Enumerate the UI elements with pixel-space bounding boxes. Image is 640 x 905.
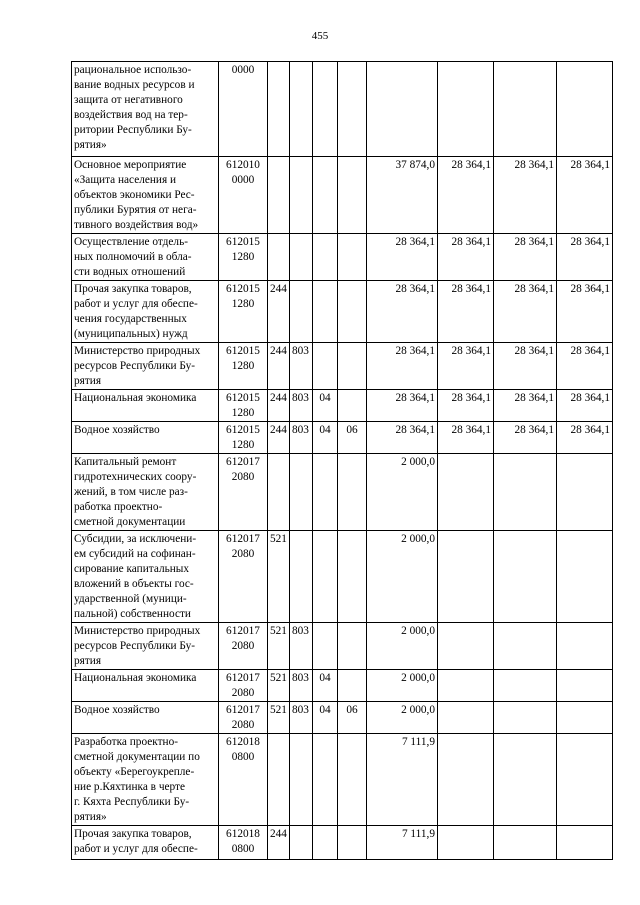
cell-expense-type: 244 — [268, 343, 290, 390]
cell-amount-1: 28 364,1 — [367, 281, 438, 343]
cell-amount-2: 28 364,1 — [438, 343, 494, 390]
cell-text-line: 2080 — [231, 640, 255, 652]
cell-text-line: Разработка проектно- — [74, 736, 178, 748]
cell-amount-2: 28 364,1 — [438, 234, 494, 281]
cell-text-line: Министерство природных — [74, 345, 201, 357]
cell-administrator: 803 — [290, 623, 313, 670]
cell-target-article — [219, 62, 268, 157]
cell-amount-2: 28 364,1 — [438, 281, 494, 343]
cell-administrator: 803 — [290, 670, 313, 702]
cell-amount-3: 28 364,1 — [494, 343, 557, 390]
cell-amount-2: 28 364,1 — [438, 422, 494, 454]
cell-text-line: 612015 — [226, 392, 260, 404]
cell-amount-3 — [494, 734, 557, 826]
cell-amount-3: 28 364,1 — [494, 281, 557, 343]
cell-name — [72, 234, 219, 281]
cell-expense-type: 521 — [268, 531, 290, 623]
cell-amount-1: 2 000,0 — [367, 670, 438, 702]
cell-text-line: 612015 — [226, 345, 260, 357]
cell-text-line: 1280 — [231, 298, 255, 310]
cell-text-line: сирование капитальных — [74, 563, 190, 575]
cell-name — [72, 62, 219, 157]
cell-amount-4 — [557, 454, 613, 531]
cell-subsection — [338, 734, 367, 826]
cell-expense-type: 244 — [268, 422, 290, 454]
cell-name — [72, 531, 219, 623]
cell-subsection: 06 — [338, 422, 367, 454]
cell-expense-type: 244 — [268, 281, 290, 343]
cell-text-line: вложений в объекты гос- — [74, 578, 194, 590]
cell-text-line: Прочая закупка товаров, — [74, 283, 192, 295]
cell-administrator: 803 — [290, 702, 313, 734]
cell-text-line: ных полномочий в обла- — [74, 251, 192, 263]
cell-text-line: сметной документации по — [74, 751, 200, 763]
cell-amount-4 — [557, 702, 613, 734]
cell-target-article — [219, 390, 268, 422]
cell-section — [313, 623, 338, 670]
cell-section: 04 — [313, 390, 338, 422]
cell-administrator — [290, 157, 313, 234]
cell-text-line: 612017 — [226, 533, 260, 545]
cell-target-article — [219, 670, 268, 702]
table-row — [72, 826, 613, 860]
cell-amount-2 — [438, 702, 494, 734]
cell-expense-type: 521 — [268, 702, 290, 734]
cell-text-line: 2080 — [231, 687, 255, 699]
cell-text-line: сти водных отношений — [74, 266, 186, 278]
cell-name — [72, 702, 219, 734]
cell-amount-4 — [557, 623, 613, 670]
cell-amount-2 — [438, 531, 494, 623]
cell-text-line: рятия» — [74, 139, 107, 151]
cell-text-line: 1280 — [231, 251, 255, 263]
cell-amount-4 — [557, 62, 613, 157]
cell-amount-3 — [494, 826, 557, 860]
cell-text-line: воздействия вод на тер- — [74, 109, 188, 121]
cell-section — [313, 343, 338, 390]
cell-subsection — [338, 670, 367, 702]
cell-text-line: публики Бурятия от нега- — [74, 204, 197, 216]
cell-amount-4: 28 364,1 — [557, 234, 613, 281]
cell-subsection — [338, 454, 367, 531]
cell-name — [72, 422, 219, 454]
cell-subsection — [338, 281, 367, 343]
cell-expense-type — [268, 454, 290, 531]
cell-text-line: Прочая закупка товаров, — [74, 828, 192, 840]
cell-amount-3 — [494, 454, 557, 531]
cell-subsection — [338, 234, 367, 281]
cell-text-line: Национальная экономика — [74, 392, 197, 404]
cell-section — [313, 531, 338, 623]
cell-text-line: защита от негативного — [74, 94, 183, 106]
cell-text-line: пальной) собственности — [74, 608, 191, 620]
cell-subsection — [338, 343, 367, 390]
cell-text-line: Субсидии, за исключени- — [74, 533, 197, 545]
cell-text-line: 612015 — [226, 424, 260, 436]
table-body — [72, 62, 613, 860]
cell-amount-3 — [494, 531, 557, 623]
cell-section — [313, 62, 338, 157]
cell-text-line: 2080 — [231, 548, 255, 560]
cell-expense-type — [268, 734, 290, 826]
cell-target-article — [219, 234, 268, 281]
cell-target-article — [219, 826, 268, 860]
cell-name — [72, 281, 219, 343]
table-row — [72, 702, 613, 734]
cell-text-line: Министерство природных — [74, 625, 201, 637]
cell-section — [313, 734, 338, 826]
cell-text-line: 612015 — [226, 283, 260, 295]
cell-text-line: ритории Республики Бу- — [74, 124, 192, 136]
table-row — [72, 734, 613, 826]
cell-text-line: 1280 — [231, 439, 255, 451]
cell-text-line: рациональное использо- — [74, 64, 192, 76]
table-row — [72, 670, 613, 702]
page-number: 455 — [311, 30, 329, 42]
cell-amount-2 — [438, 734, 494, 826]
cell-amount-2 — [438, 826, 494, 860]
cell-amount-2 — [438, 454, 494, 531]
cell-target-article — [219, 531, 268, 623]
cell-amount-4: 28 364,1 — [557, 157, 613, 234]
cell-text-line: Водное хозяйство — [74, 424, 160, 436]
cell-amount-3: 28 364,1 — [494, 234, 557, 281]
cell-name — [72, 826, 219, 860]
cell-text-line: 612018 — [226, 736, 260, 748]
cell-amount-1: 37 874,0 — [367, 157, 438, 234]
cell-text-line: 0800 — [231, 843, 255, 855]
cell-amount-4: 28 364,1 — [557, 281, 613, 343]
cell-expense-type — [268, 234, 290, 281]
cell-section — [313, 281, 338, 343]
cell-target-article — [219, 734, 268, 826]
cell-text-line: 612018 — [226, 828, 260, 840]
cell-amount-1: 7 111,9 — [367, 826, 438, 860]
table-row — [72, 390, 613, 422]
cell-text-line: объектов экономики Рес- — [74, 189, 195, 201]
cell-section — [313, 454, 338, 531]
cell-amount-4: 28 364,1 — [557, 422, 613, 454]
cell-administrator: 803 — [290, 390, 313, 422]
cell-administrator — [290, 734, 313, 826]
cell-name — [72, 157, 219, 234]
cell-text-line: рятия — [74, 375, 102, 387]
cell-subsection — [338, 157, 367, 234]
cell-text-line: 612017 — [226, 704, 260, 716]
cell-text-line: ние р.Кяхтинка в черте — [74, 781, 185, 793]
cell-text-line: сметной документации — [74, 516, 186, 528]
cell-target-article — [219, 281, 268, 343]
cell-text-line: 0800 — [231, 751, 255, 763]
cell-subsection — [338, 623, 367, 670]
cell-section: 04 — [313, 422, 338, 454]
cell-text-line: 612017 — [226, 672, 260, 684]
cell-amount-3: 28 364,1 — [494, 390, 557, 422]
cell-amount-4 — [557, 670, 613, 702]
cell-text-line: работка проектно- — [74, 501, 163, 513]
table-row — [72, 281, 613, 343]
cell-target-article — [219, 343, 268, 390]
cell-section — [313, 826, 338, 860]
cell-text-line: вание водных ресурсов и — [74, 79, 195, 91]
cell-name — [72, 390, 219, 422]
cell-amount-1: 2 000,0 — [367, 454, 438, 531]
cell-text-line: (муниципальных) нужд — [74, 328, 188, 340]
cell-amount-2: 28 364,1 — [438, 157, 494, 234]
cell-subsection — [338, 826, 367, 860]
cell-amount-2 — [438, 670, 494, 702]
cell-text-line: работ и услуг для обеспе- — [74, 298, 198, 310]
cell-section: 04 — [313, 702, 338, 734]
cell-expense-type: 244 — [268, 390, 290, 422]
cell-text-line: ем субсидий на софинан- — [74, 548, 196, 560]
cell-amount-2 — [438, 62, 494, 157]
cell-text-line: 612017 — [226, 625, 260, 637]
cell-text-line: 1280 — [231, 360, 255, 372]
cell-amount-4: 28 364,1 — [557, 390, 613, 422]
cell-text-line: 612017 — [226, 456, 260, 468]
cell-administrator — [290, 454, 313, 531]
cell-expense-type — [268, 157, 290, 234]
cell-amount-1: 28 364,1 — [367, 343, 438, 390]
cell-administrator: 803 — [290, 343, 313, 390]
cell-amount-3: 28 364,1 — [494, 422, 557, 454]
cell-text-line: 612015 — [226, 236, 260, 248]
cell-amount-3 — [494, 702, 557, 734]
cell-text-line: работ и услуг для обеспе- — [74, 843, 198, 855]
cell-amount-3 — [494, 623, 557, 670]
cell-section: 04 — [313, 670, 338, 702]
cell-administrator — [290, 531, 313, 623]
cell-text-line: рятия — [74, 655, 102, 667]
cell-text-line: 0000 — [231, 64, 255, 76]
cell-text-line: жений, в том числе раз- — [74, 486, 188, 498]
cell-amount-4 — [557, 734, 613, 826]
cell-text-line: Капитальный ремонт — [74, 456, 177, 468]
cell-amount-1: 2 000,0 — [367, 702, 438, 734]
table-row — [72, 623, 613, 670]
cell-subsection: 06 — [338, 702, 367, 734]
cell-text-line: 1280 — [231, 407, 255, 419]
cell-name — [72, 623, 219, 670]
cell-text-line: г. Кяхта Республики Бу- — [74, 796, 190, 808]
cell-administrator — [290, 281, 313, 343]
table-row — [72, 454, 613, 531]
cell-target-article — [219, 422, 268, 454]
cell-text-line: гидротехнических соору- — [74, 471, 197, 483]
cell-text-line: Водное хозяйство — [74, 704, 160, 716]
cell-target-article — [219, 157, 268, 234]
cell-text-line: Основное мероприятие — [74, 159, 187, 171]
cell-expense-type — [268, 62, 290, 157]
cell-administrator: 803 — [290, 422, 313, 454]
cell-amount-4: 28 364,1 — [557, 343, 613, 390]
cell-expense-type: 244 — [268, 826, 290, 860]
cell-amount-1: 28 364,1 — [367, 234, 438, 281]
cell-amount-1: 28 364,1 — [367, 422, 438, 454]
cell-text-line: ресурсов Республики Бу- — [74, 640, 196, 652]
cell-text-line: 2080 — [231, 471, 255, 483]
cell-amount-4 — [557, 826, 613, 860]
cell-amount-3 — [494, 62, 557, 157]
cell-subsection — [338, 62, 367, 157]
cell-text-line: «Защита населения и — [74, 174, 177, 186]
cell-expense-type: 521 — [268, 670, 290, 702]
cell-administrator — [290, 826, 313, 860]
cell-name — [72, 454, 219, 531]
cell-text-line: чения государственных — [74, 313, 187, 325]
cell-text-line: тивного воздействия вод» — [74, 219, 199, 231]
cell-text-line: объекту «Берегоукрепле- — [74, 766, 195, 778]
table-row — [72, 234, 613, 281]
cell-amount-1: 2 000,0 — [367, 623, 438, 670]
cell-target-article — [219, 702, 268, 734]
cell-name — [72, 670, 219, 702]
cell-section — [313, 234, 338, 281]
cell-amount-1: 7 111,9 — [367, 734, 438, 826]
cell-text-line: 612010 — [226, 159, 260, 171]
cell-amount-1: 28 364,1 — [367, 390, 438, 422]
cell-target-article — [219, 623, 268, 670]
cell-text-line: 2080 — [231, 719, 255, 731]
cell-amount-1: 2 000,0 — [367, 531, 438, 623]
cell-amount-3: 28 364,1 — [494, 157, 557, 234]
cell-text-line: Осуществление отдель- — [74, 236, 188, 248]
table-row — [72, 422, 613, 454]
cell-administrator — [290, 62, 313, 157]
cell-amount-1 — [367, 62, 438, 157]
cell-expense-type: 521 — [268, 623, 290, 670]
cell-target-article — [219, 454, 268, 531]
table-row — [72, 343, 613, 390]
table-row — [72, 531, 613, 623]
cell-administrator — [290, 234, 313, 281]
cell-text-line: рятия» — [74, 811, 107, 823]
cell-subsection — [338, 531, 367, 623]
budget-table — [71, 61, 613, 860]
cell-name — [72, 343, 219, 390]
cell-subsection — [338, 390, 367, 422]
cell-text-line: ресурсов Республики Бу- — [74, 360, 196, 372]
cell-section — [313, 157, 338, 234]
table-row — [72, 62, 613, 157]
cell-name — [72, 734, 219, 826]
cell-text-line: Национальная экономика — [74, 672, 197, 684]
cell-amount-2 — [438, 623, 494, 670]
table-row — [72, 157, 613, 234]
cell-text-line: 0000 — [231, 174, 255, 186]
cell-amount-4 — [557, 531, 613, 623]
cell-amount-2: 28 364,1 — [438, 390, 494, 422]
cell-text-line: ударственной (муници- — [74, 593, 187, 605]
cell-amount-3 — [494, 670, 557, 702]
